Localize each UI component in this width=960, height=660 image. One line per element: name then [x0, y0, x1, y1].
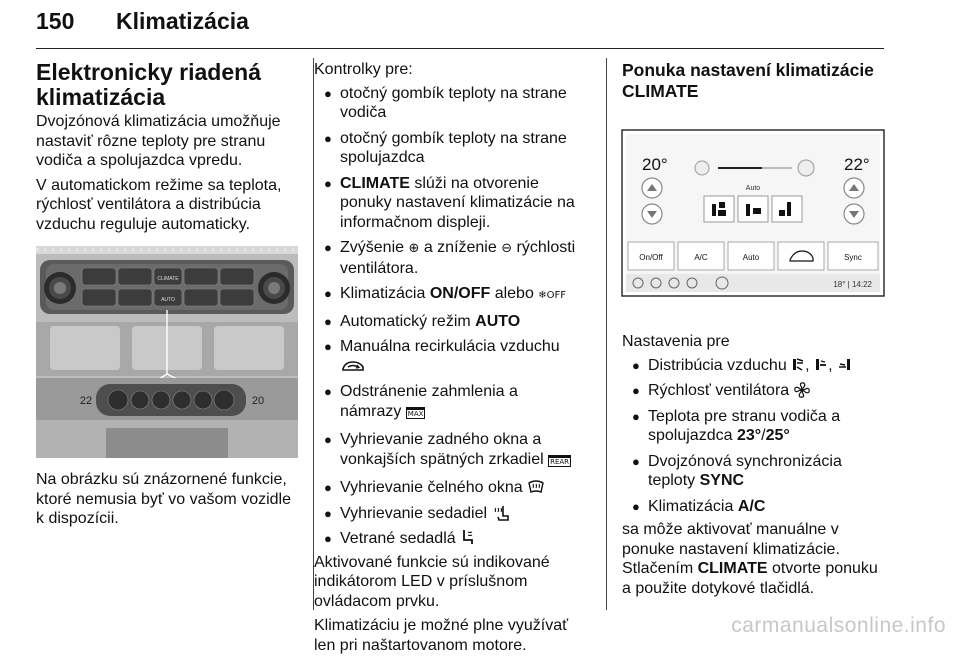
- list-item: ● Vyhrievanie čelného okna: [314, 478, 598, 498]
- watermark: carmanualsonline.info: [731, 614, 946, 637]
- svg-text:18° | 14:22: 18° | 14:22: [833, 280, 872, 289]
- svg-text:Auto: Auto: [745, 185, 761, 192]
- list-item: ● otočný gombík teploty na strane vodiča: [314, 84, 598, 123]
- seat-vent-icon: [460, 529, 478, 546]
- auto-mode-paragraph: V automatickom režime sa teplota, rýchlosť ventilátora a distribúcia vzduchu reguluje automaticky.: [36, 176, 282, 233]
- list-item: ● Vyhrievanie zadného okna a vonkajších spätných zrkadiel REAR: [314, 430, 598, 472]
- svg-text:22: 22: [79, 395, 93, 407]
- indicators-intro: Kontrolky pre:: [314, 61, 413, 78]
- list-item: ● Automatický režim AUTO: [314, 312, 598, 332]
- settings-list: [622, 356, 884, 517]
- column-2: [314, 60, 598, 660]
- list-item: ● Rýchlosť ventilátora: [622, 381, 884, 401]
- ac-off-icon: ❄OFF: [538, 290, 567, 301]
- air-distribution-middle-icon: [814, 357, 828, 372]
- list-item: ● Vetrané sedadlá: [314, 529, 598, 549]
- defrost-max-icon: MAX: [406, 407, 426, 419]
- windshield-heat-icon: [527, 480, 545, 494]
- list-item: ● Dvojzónová synchronizácia teploty SYNC: [622, 452, 884, 491]
- section-heading: Ponuka nastavení klimatizácie CLIMATE: [622, 60, 874, 101]
- list-item: ● Klimatizácia A/C: [622, 497, 884, 517]
- fan-decrease-icon: ⊖: [501, 241, 513, 256]
- list-item: ● CLIMATE slúži na otvorenie ponuky nastavení klimatizácie na informačnom displeji.: [314, 174, 598, 233]
- list-item: ● Distribúcia vzduchu , ,: [622, 356, 884, 376]
- indicator-list: [314, 84, 598, 549]
- svg-text:CLIMATE: CLIMATE: [157, 276, 179, 282]
- list-item: ● Odstránenie zahmlenia a námrazy MAX: [314, 382, 598, 424]
- figure-note: Na obrázku sú znázornené funkcie, ktoré nemusia byť vo vašom vozidle k dispozícii.: [36, 471, 291, 527]
- list-item: ● Teplota pre stranu vodiča a spolujazdca 23°/25°: [622, 407, 884, 446]
- svg-text:22°: 22°: [844, 155, 870, 174]
- column-3: [622, 60, 884, 603]
- svg-text:A/C: A/C: [694, 253, 708, 262]
- control-panel-photo: [36, 246, 298, 458]
- list-item: ● Vyhrievanie sedadiel: [314, 504, 598, 524]
- svg-text:Auto: Auto: [742, 253, 760, 262]
- chapter-title: Klimatizácia: [116, 8, 249, 34]
- led-paragraph: Aktivované funkcie sú indikované indikátorom LED v príslušnom ovládacom prvku.: [314, 553, 550, 610]
- fan-increase-icon: ⊕: [408, 241, 420, 256]
- climate-menu-screen: [622, 130, 884, 296]
- settings-label: Nastavenia pre: [622, 333, 730, 350]
- column-divider-2: [606, 58, 607, 610]
- engine-paragraph: Klimatizáciu je možné plne využívať len pri naštartovanom motore.: [314, 617, 569, 654]
- header-rule: [36, 48, 884, 49]
- intro-paragraph: Dvojzónová klimatizácia umožňuje nastaviť rôzne teploty pre stranu vodiča a spolujazdca vpredu.: [36, 113, 281, 169]
- list-item: ● Manuálna recirkulácia vzduchu: [314, 337, 598, 376]
- air-distribution-lower-icon: [837, 357, 853, 372]
- air-distribution-upper-icon: [791, 357, 805, 372]
- seat-heat-icon: [492, 505, 510, 521]
- page-number: 150: [36, 8, 75, 34]
- svg-text:Sync: Sync: [844, 253, 862, 262]
- manual-activation-paragraph: sa môže aktivovať manuálne v ponuke nastavení klimatizácie. Stlačením CLIMATE otvorte ponuku a použite dotykové tlačidlá.: [622, 521, 878, 597]
- list-item: ● Zvýšenie ⊕ a zníženie ⊖ rýchlosti ventilátora.: [314, 238, 598, 278]
- svg-text:20°: 20°: [642, 155, 668, 174]
- fan-speed-icon: [794, 382, 810, 398]
- svg-text:On/Off: On/Off: [639, 253, 663, 262]
- svg-text:AUTO: AUTO: [161, 297, 175, 303]
- recirculation-icon: [340, 359, 366, 373]
- section-heading: Elektronicky riadená klimatizácia: [36, 59, 261, 110]
- column-1: [36, 60, 306, 534]
- svg-text:20: 20: [251, 395, 265, 407]
- list-item: ● otočný gombík teploty na strane spolujazdca: [314, 129, 598, 168]
- rear-defrost-icon: REAR: [548, 455, 571, 467]
- list-item: ● Klimatizácia ON/OFF alebo ❄OFF: [314, 284, 598, 306]
- page-header: [36, 8, 884, 44]
